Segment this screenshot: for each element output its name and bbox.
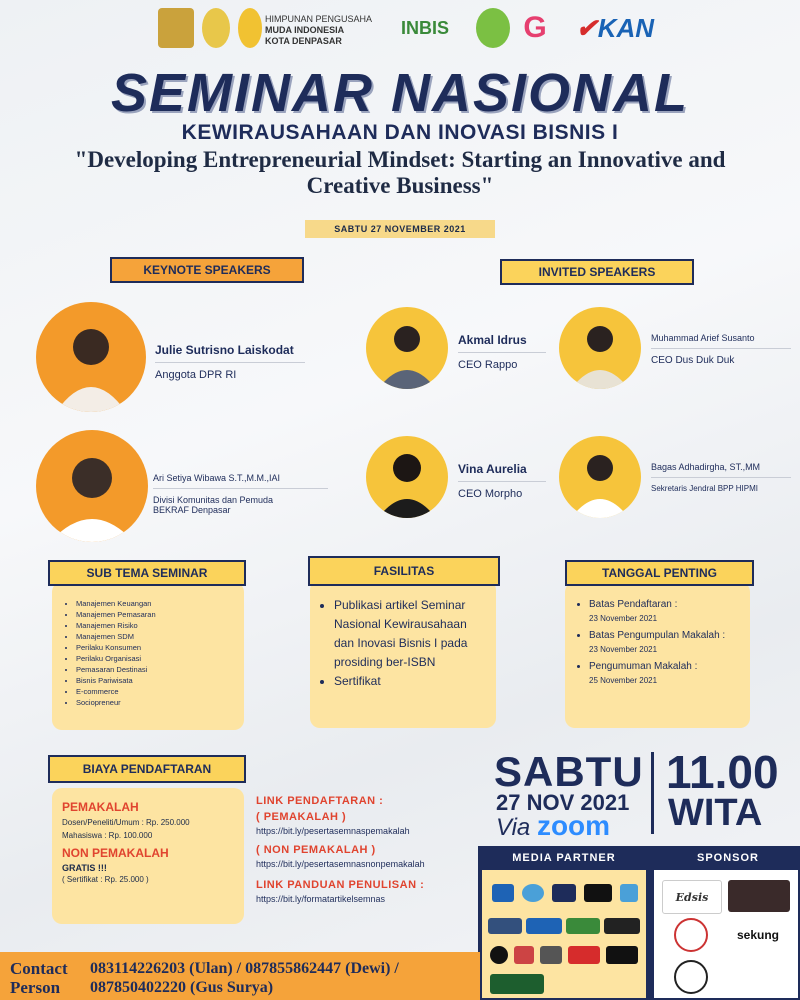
speaker-name: Bagas Adhadirgha, ST.,MM — [651, 462, 791, 478]
list-item: • Manajemen Risiko — [76, 620, 244, 631]
zoom-logo: zoom — [536, 810, 611, 841]
hipmi-text — [265, 14, 372, 47]
link-head: LINK PENDAFTARAN : — [256, 795, 384, 807]
contact-line-2[interactable]: 087850402220 (Gus Surya) — [90, 979, 274, 996]
list-item: • Sertifikat — [334, 672, 490, 691]
link-pemakalah-label: ( PEMAKALAH ) — [256, 811, 347, 823]
speaker-card-ari — [153, 473, 328, 515]
hipmi-line-2: MUDA INDONESIA — [265, 25, 345, 35]
partner-logo — [604, 918, 640, 934]
event-divider — [651, 752, 654, 834]
speaker-card-bagas — [651, 462, 791, 493]
speaker-role: CEO Dus Duk Duk — [651, 355, 735, 366]
list-item: • Pemasaran Destinasi — [76, 664, 244, 675]
event-time: 11.00 — [666, 746, 779, 798]
page-title: SEMINAR NASIONAL — [110, 63, 689, 123]
date-title: • Batas Pendaftaran : — [589, 599, 678, 610]
speaker-photo-bagas — [559, 436, 641, 518]
g-logo: G — [523, 11, 547, 44]
sponsor-logo-text: sekung — [736, 928, 779, 942]
logo-strip — [150, 8, 670, 52]
biaya-panel — [52, 788, 244, 924]
date-title: • Pengumuman Makalah : — [589, 661, 698, 672]
keynote-label: KEYNOTE SPEAKERS — [110, 257, 304, 283]
inbis-logo — [382, 8, 468, 48]
media-partner-label: MEDIA PARTNER — [512, 852, 616, 864]
contact-label — [10, 959, 68, 997]
university-logo — [202, 8, 230, 48]
list-item — [589, 598, 744, 626]
list-item: • Perilaku Konsumen — [76, 642, 244, 653]
pemakalah-line: Mahasiswa : Rp. 100.000 — [62, 831, 153, 840]
garuda-logo — [158, 8, 194, 48]
person-icon — [36, 302, 146, 412]
link-pemakalah-url[interactable]: https://bit.ly/pesertasemnaspemakalah — [256, 826, 410, 836]
partner-logo — [606, 946, 638, 964]
list-item: • Publikasi artikel Seminar Nasional Kewirausahaan dan Inovasi Bisnis I pada prosiding ber-ISBN — [334, 596, 490, 672]
list-item: • Manajemen Keuangan — [76, 598, 244, 609]
link-panduan-url[interactable]: https://bit.ly/formatartikelsemnas — [256, 894, 386, 904]
partner-logo — [522, 884, 544, 902]
non-cert: ( Sertifikat : Rp. 25.000 ) — [62, 875, 149, 884]
speaker-name: Vina Aurelia — [458, 462, 546, 482]
speaker-card-vina — [458, 462, 546, 500]
kan-logo: ✔ KAN — [575, 12, 655, 43]
subtema-panel — [52, 582, 244, 730]
list-item: • Bisnis Pariwisata — [76, 675, 244, 686]
link-panduan-head: LINK PANDUAN PENULISAN : — [256, 879, 425, 891]
event-via — [496, 810, 610, 842]
speaker-photo-julie — [36, 302, 146, 412]
speaker-name: Julie Sutrisno Laiskodat — [155, 343, 305, 363]
sponsor-logo — [674, 960, 708, 994]
media-partner-area — [482, 870, 646, 998]
date-badge: SABTU 27 NOVEMBER 2021 — [305, 220, 495, 238]
speaker-role: Sekretaris Jendral BPP HIPMI — [651, 484, 759, 493]
kan-logo-text: KAN — [597, 12, 655, 43]
sponsor-area — [654, 870, 798, 998]
list-item: • Manajemen SDM — [76, 631, 244, 642]
partner-logo — [568, 946, 600, 964]
partner-logo — [490, 946, 508, 964]
page-subtitle: KEWIRAUSAHAAN DAN INOVASI BISNIS I — [181, 121, 619, 144]
partner-logo — [526, 918, 562, 934]
link-non-url[interactable]: https://bit.ly/pesertasemnasnonpemakalah — [256, 859, 425, 869]
link-non-label: ( NON PEMAKALAH ) — [256, 844, 376, 856]
person-icon — [36, 430, 148, 542]
speaker-role: Divisi Komunitas dan Pemuda BEKRAF Denpasar — [153, 495, 274, 515]
partner-logo — [566, 918, 600, 934]
speaker-name: Muhammad Arief Susanto — [651, 333, 791, 349]
partner-logo — [488, 918, 522, 934]
speaker-role: CEO Morpho — [458, 488, 523, 500]
list-item: • Manajemen Pemasaran — [76, 609, 244, 620]
person-icon — [559, 436, 641, 518]
tanggal-list — [565, 582, 750, 688]
partner-logo — [514, 946, 534, 964]
date-value: 23 November 2021 — [589, 645, 658, 654]
subtema-list — [52, 582, 244, 708]
person-icon — [366, 307, 448, 389]
circle-logo — [476, 8, 510, 48]
non-pemakalah-head: NON PEMAKALAH — [62, 846, 169, 860]
partner-logo — [490, 974, 544, 994]
event-via-text: Via — [496, 814, 531, 841]
partner-logo — [620, 884, 638, 902]
sponsor-logo — [728, 880, 790, 912]
speaker-photo-vina — [366, 436, 448, 518]
speaker-role: CEO Rappo — [458, 359, 518, 371]
event-date: 27 NOV 2021 — [496, 790, 630, 815]
inbis-logo-text: INBIS — [400, 17, 449, 38]
links-block — [256, 795, 480, 904]
partner-logo — [584, 884, 612, 902]
date-value: 25 November 2021 — [589, 676, 658, 685]
biaya-label: BIAYA PENDAFTARAN — [48, 755, 246, 783]
partner-panel — [478, 846, 800, 1000]
seminar-theme: "Developing Entrepreneurial Mindset: Starting an Innovative and Creative Business" — [74, 147, 726, 198]
list-item: • Sociopreneur — [76, 697, 244, 708]
person-icon — [559, 307, 641, 389]
event-day: SABTU — [494, 748, 644, 795]
date-value: 23 November 2021 — [589, 614, 658, 623]
sponsor-logo-text: Edsis — [675, 890, 709, 904]
list-item — [589, 629, 744, 657]
speaker-role: Anggota DPR RI — [155, 369, 237, 381]
partner-logo — [492, 884, 514, 902]
fasilitas-panel — [310, 580, 496, 728]
pemakalah-line: Dosen/Peneliti/Umum : Rp. 250.000 — [62, 818, 190, 827]
tanggal-panel — [565, 582, 750, 728]
pemakalah-head: PEMAKALAH — [62, 800, 139, 814]
speaker-name: Akmal Idrus — [458, 333, 546, 353]
list-item: • E-commerce — [76, 686, 244, 697]
hipmi-logo — [238, 8, 262, 48]
hipmi-line-3: KOTA DENPASAR — [265, 36, 342, 46]
event-zone: WITA — [668, 792, 763, 834]
contact-label-2: Person — [10, 978, 61, 997]
speaker-photo-arief — [559, 307, 641, 389]
speaker-card-akmal — [458, 333, 546, 371]
contact-numbers — [90, 959, 399, 997]
partner-logo — [552, 884, 576, 902]
sponsor-label: SPONSOR — [696, 852, 759, 864]
hipmi-line-1: HIMPUNAN PENGUSAHA — [265, 14, 373, 24]
date-title: • Batas Pengumpulan Makalah : — [589, 630, 726, 641]
person-icon — [366, 436, 448, 518]
subtema-label: SUB TEMA SEMINAR — [48, 560, 246, 586]
fasilitas-label: FASILITAS — [308, 556, 500, 586]
non-free: GRATIS !!! — [62, 863, 107, 873]
tanggal-label: TANGGAL PENTING — [565, 560, 754, 586]
speaker-name: Ari Setiya Wibawa S.T.,M.M.,IAI — [153, 473, 328, 489]
list-item: • Perilaku Organisasi — [76, 653, 244, 664]
sponsor-logo — [728, 924, 788, 946]
speaker-photo-akmal — [366, 307, 448, 389]
speaker-photo-ari — [36, 430, 148, 542]
invited-label: INVITED SPEAKERS — [500, 259, 694, 285]
partner-logo — [540, 946, 562, 964]
speaker-card-julie — [155, 343, 305, 381]
list-item — [589, 660, 744, 688]
contact-line-1[interactable]: 083114226203 (Ulan) / 087855862447 (Dewi) / — [90, 960, 399, 977]
speaker-card-arief — [651, 333, 791, 366]
contact-label-1: Contact — [10, 959, 68, 978]
fasilitas-list — [310, 580, 496, 691]
sponsor-logo — [662, 880, 722, 914]
sponsor-logo — [674, 918, 708, 952]
contact-bar — [0, 952, 480, 1000]
